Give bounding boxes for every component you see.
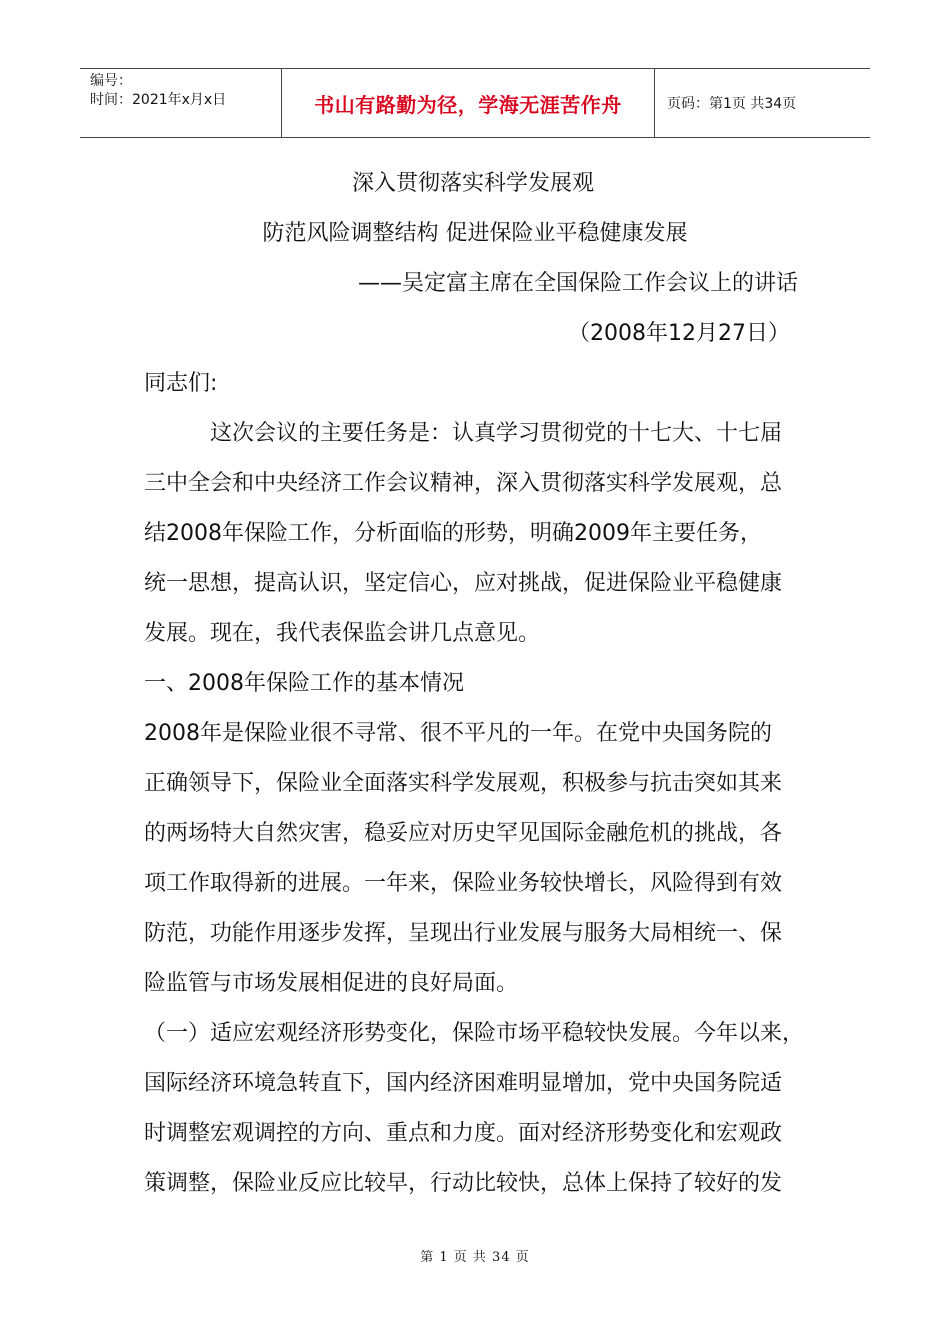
header-page-info: 页码：第1页 共34页 bbox=[667, 96, 797, 112]
body-line: 结2008年保险工作，分析面临的形势，明确2009年主要任务， bbox=[144, 521, 762, 546]
header-meta-cell bbox=[80, 69, 281, 137]
body-line: 险监管与市场发展相促进的良好局面。 bbox=[144, 971, 519, 996]
body-line: 国际经济环境急转直下，国内经济困难明显增加，党中央国务院适 bbox=[144, 1071, 783, 1096]
body-line: 三中全会和中央经济工作会议精神，深入贯彻落实科学发展观，总 bbox=[144, 471, 783, 496]
document-date: （2008年12月27日） bbox=[568, 321, 790, 346]
body-line: 防范，功能作用逐步发挥，呈现出行业发展与服务大局相统一、保 bbox=[144, 921, 783, 946]
subsection-line: （一）适应宏观经济形势变化，保险市场平稳较快发展。今年以来， bbox=[144, 1021, 805, 1046]
header-motto: 书山有路勤为径，学海无涯苦作舟 bbox=[314, 92, 622, 117]
document-title-line2: 防范风险调整结构 促进保险业平稳健康发展 bbox=[262, 221, 688, 246]
document-number-label: 编号： bbox=[90, 73, 132, 89]
document-title-line1: 深入贯彻落实科学发展观 bbox=[351, 171, 594, 196]
body-line: 时调整宏观调控的方向、重点和力度。面对经济形势变化和宏观政 bbox=[144, 1121, 783, 1146]
body-line: 的两场特大自然灾害，稳妥应对历史罕见国际金融危机的挑战，各 bbox=[144, 821, 783, 846]
section-heading: 一、2008年保险工作的基本情况 bbox=[144, 671, 464, 696]
document-date-label: 时间：2021年x月x日 bbox=[90, 92, 227, 108]
body-line: 策调整，保险业反应比较早，行动比较快，总体上保持了较好的发 bbox=[144, 1171, 783, 1196]
page-footer: 第 1 页 共 34 页 bbox=[420, 1250, 530, 1265]
body-line: 统一思想，提高认识，坚定信心，应对挑战，促进保险业平稳健康 bbox=[144, 571, 783, 596]
body-line: 正确领导下，保险业全面落实科学发展观，积极参与抗击突如其来 bbox=[144, 771, 783, 796]
body-line: 这次会议的主要任务是：认真学习贯彻党的十七大、十七届 bbox=[210, 421, 783, 446]
body-line: 项工作取得新的进展。一年来，保险业务较快增长，风险得到有效 bbox=[144, 871, 783, 896]
header-motto-cell bbox=[282, 69, 654, 137]
header-table bbox=[80, 68, 870, 138]
body-line: 2008年是保险业很不寻常、很不平凡的一年。在党中央国务院的 bbox=[144, 721, 772, 746]
body-line: 发展。现在，我代表保监会讲几点意见。 bbox=[144, 621, 541, 646]
header-page-cell bbox=[655, 69, 870, 137]
salutation: 同志们: bbox=[144, 371, 218, 396]
document-subtitle: ——吴定富主席在全国保险工作会议上的讲话 bbox=[358, 271, 799, 296]
